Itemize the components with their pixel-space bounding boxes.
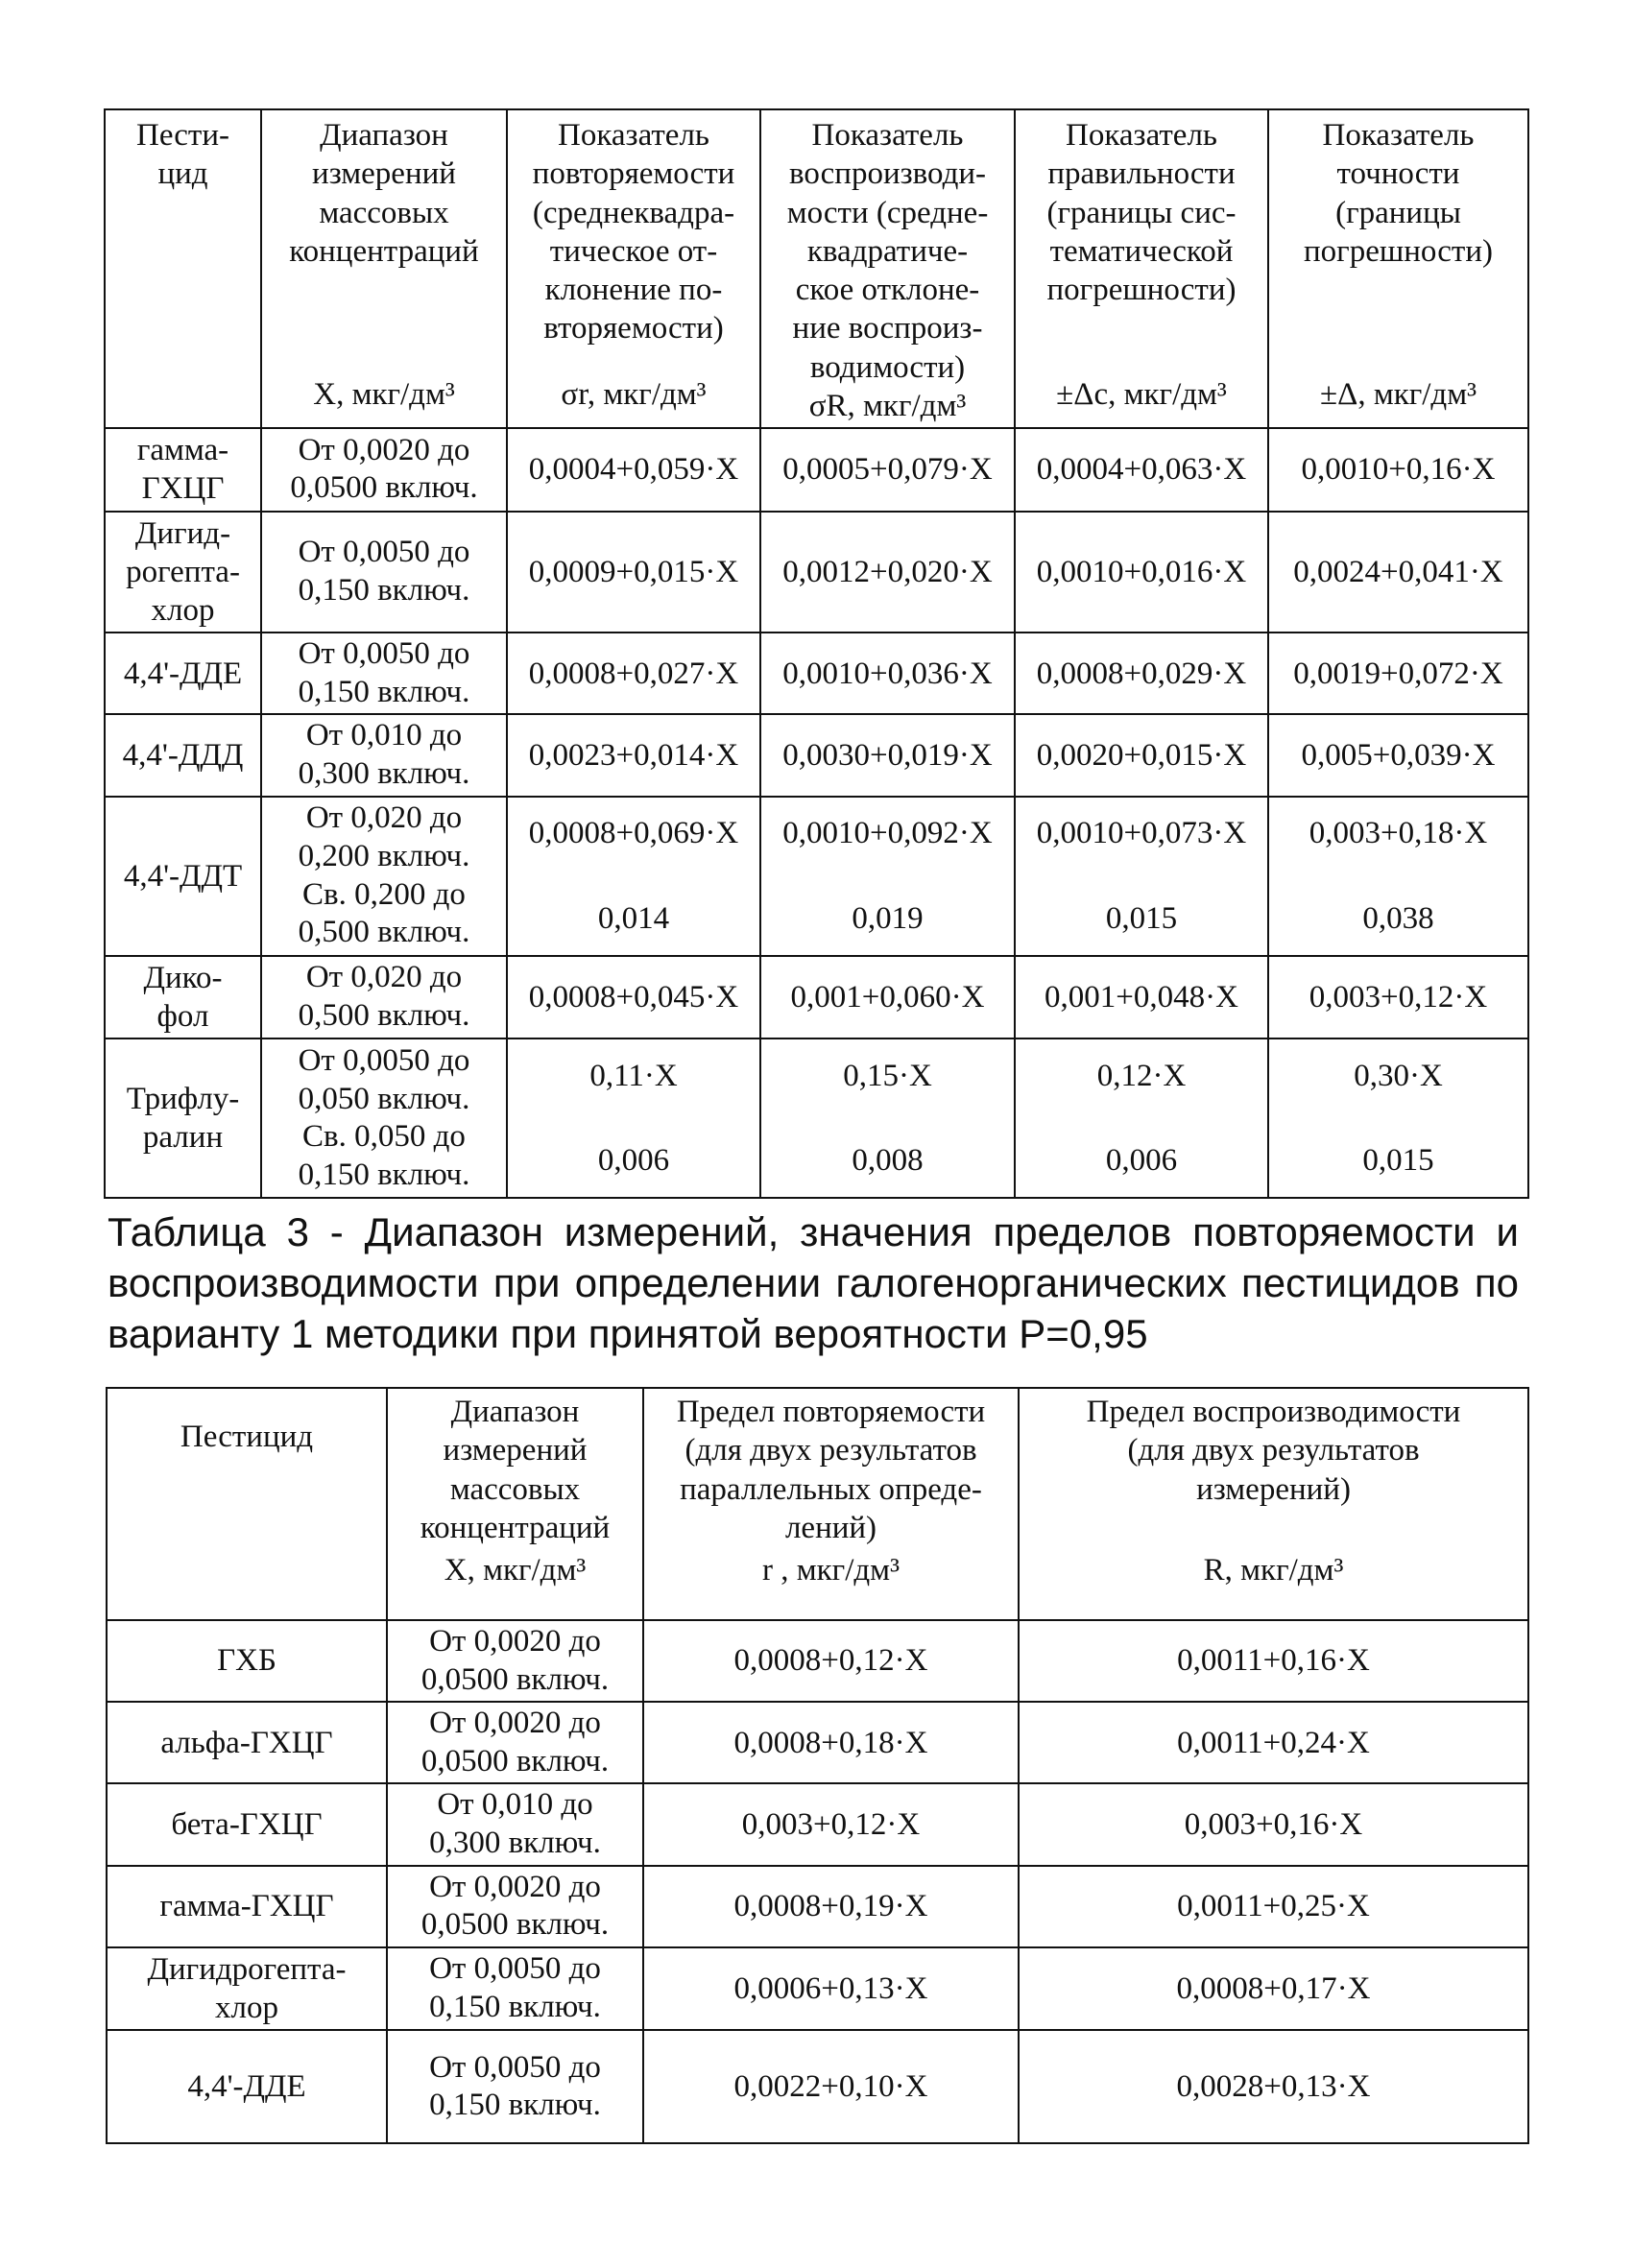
- reproducibility-limit-value: 0,0011+0,25·X: [1019, 1866, 1528, 1947]
- sub-value: 0,003+0,18·X: [1309, 816, 1488, 851]
- table-row: [107, 1947, 1528, 2031]
- repeatability-value: 0,0008+0,027·X: [507, 633, 760, 714]
- repeatability-limit-value: 0,0006+0,13·X: [643, 1947, 1019, 2031]
- trueness-value: 0,001+0,048·X: [1015, 956, 1268, 1039]
- range-cell: От 0,0020 до 0,0500 включ.: [387, 1866, 643, 1947]
- table2-header-reproducibility: Показатель воспроизводи- мости (средне- квадратиче- ское отклоне- ние воспроиз- водимости) σR, мкг/дм³: [760, 109, 1015, 428]
- accuracy-value: 0,0010+0,16·X: [1268, 428, 1528, 512]
- reproducibility-value: 0,0005+0,079·X: [760, 428, 1015, 512]
- table2-header-pesticide: Пести- цид: [105, 109, 261, 428]
- pesticide-name: 4,4'-ДДЕ: [105, 633, 261, 714]
- trueness-value: 0,0010+0,016·X: [1015, 512, 1268, 633]
- pesticide-name: Дико- фол: [105, 956, 261, 1039]
- trueness-value: [1015, 1039, 1268, 1198]
- reproducibility-limit-value: 0,0011+0,16·X: [1019, 1620, 1528, 1702]
- pesticide-name: Дигид- рогепта- хлор: [105, 512, 261, 633]
- table2-unit-accuracy: ±Δ, мкг/дм³: [1319, 376, 1477, 412]
- range-cell: От 0,010 до 0,300 включ.: [261, 714, 507, 796]
- sub-value: 0,038: [1362, 900, 1434, 936]
- sub-value: 0,006: [1105, 1143, 1178, 1179]
- table-row: [107, 1866, 1528, 1947]
- trueness-value: 0,0004+0,063·X: [1015, 428, 1268, 512]
- table-row: [105, 428, 1528, 512]
- sub-range: Св. 0,200 до 0,500 включ.: [298, 876, 470, 950]
- pesticide-name: 4,4'-ДДЕ: [107, 2030, 387, 2143]
- sub-value: 0,015: [1362, 1143, 1434, 1179]
- table3-unit-range: X, мкг/дм³: [444, 1552, 587, 1588]
- table-row: [105, 1039, 1528, 1198]
- sub-value: 0,0010+0,073·X: [1036, 816, 1247, 851]
- accuracy-value: 0,0019+0,072·X: [1268, 633, 1528, 714]
- table-row: [105, 797, 1528, 956]
- sub-range: Св. 0,050 до 0,150 включ.: [298, 1119, 470, 1192]
- sub-value: 0,12·X: [1096, 1058, 1187, 1093]
- sub-range: От 0,0050 до 0,050 включ.: [298, 1042, 470, 1116]
- accuracy-value: 0,003+0,12·X: [1268, 956, 1528, 1039]
- table3-header-reproducibility-limit: Предел воспроизводимости (для двух результатов измерений) R, мкг/дм³: [1019, 1388, 1528, 1620]
- repeatability-value: 0,0004+0,059·X: [507, 428, 760, 512]
- pesticide-name: ГХБ: [107, 1620, 387, 1702]
- table-row: [105, 714, 1528, 796]
- accuracy-value: [1268, 1039, 1528, 1198]
- table2-header-range: Диапазон измерений массовых концентраций X, мкг/дм³: [261, 109, 507, 428]
- table-row: [107, 1620, 1528, 1702]
- table2-header-repeatability: Показатель повторяемости (среднеквадра- тическое от- клонение по- вторяемости) σr, мкг/дм³: [507, 109, 760, 428]
- repeatability-limit-value: 0,0008+0,12·X: [643, 1620, 1019, 1702]
- accuracy-value: [1268, 797, 1528, 956]
- sub-value: 0,014: [597, 900, 670, 936]
- sub-value: 0,008: [852, 1143, 924, 1179]
- sub-value: 0,0010+0,092·X: [782, 816, 993, 851]
- range-cell: От 0,0020 до 0,0500 включ.: [261, 428, 507, 512]
- pesticide-name: 4,4'-ДДД: [105, 714, 261, 796]
- table2-header-row: [105, 109, 1528, 428]
- sub-value: 0,015: [1105, 900, 1178, 936]
- sub-value: 0,0008+0,069·X: [528, 816, 739, 851]
- accuracy-value: 0,0024+0,041·X: [1268, 512, 1528, 633]
- repeatability-limit-value: 0,0008+0,18·X: [643, 1702, 1019, 1783]
- repeatability-value: 0,0008+0,045·X: [507, 956, 760, 1039]
- table3-unit-r: r , мкг/дм³: [762, 1552, 900, 1588]
- reproducibility-limit-value: 0,003+0,16·X: [1019, 1783, 1528, 1865]
- trueness-value: [1015, 797, 1268, 956]
- table-row: [105, 512, 1528, 633]
- sub-value: 0,15·X: [843, 1058, 932, 1093]
- table2-unit-repeatability: σr, мкг/дм³: [561, 376, 707, 412]
- table-row: [105, 956, 1528, 1039]
- repeatability-value: 0,0023+0,014·X: [507, 714, 760, 796]
- range-cell: От 0,0050 до 0,150 включ.: [261, 512, 507, 633]
- pesticide-name: альфа-ГХЦГ: [107, 1702, 387, 1783]
- reproducibility-limit-value: 0,0011+0,24·X: [1019, 1702, 1528, 1783]
- table-3-limits: [106, 1387, 1529, 2144]
- table2-unit-reproducibility: σR, мкг/дм³: [808, 388, 967, 423]
- table2-unit-trueness: ±Δc, мкг/дм³: [1056, 376, 1227, 412]
- range-cell: От 0,0050 до 0,150 включ.: [387, 2030, 643, 2143]
- table-3-caption: Таблица 3 - Диапазон измерений, значения пределов повторяемости и воспроизводимости при определении галогенорганических пестицидов по варианту 1 методики при принятой вероятности Р=0,95: [108, 1209, 1519, 1356]
- range-cell: От 0,0050 до 0,150 включ.: [387, 1947, 643, 2031]
- range-cell: От 0,0020 до 0,0500 включ.: [387, 1620, 643, 1702]
- reproducibility-limit-value: 0,0028+0,13·X: [1019, 2030, 1528, 2143]
- sub-value: 0,006: [597, 1143, 670, 1179]
- range-cell: От 0,0050 до 0,150 включ.: [261, 633, 507, 714]
- reproducibility-value: 0,001+0,060·X: [760, 956, 1015, 1039]
- table-row: [107, 1702, 1528, 1783]
- table2-unit-range: X, мкг/дм³: [313, 376, 455, 412]
- reproducibility-value: [760, 797, 1015, 956]
- repeatability-value: [507, 1039, 760, 1198]
- sub-value: 0,11·X: [589, 1058, 678, 1093]
- table-2-accuracy-indicators: [104, 108, 1529, 1199]
- table-row: [107, 2030, 1528, 2143]
- pesticide-name: гамма-ГХЦГ: [107, 1866, 387, 1947]
- pesticide-name: бета-ГХЦГ: [107, 1783, 387, 1865]
- repeatability-limit-value: 0,003+0,12·X: [643, 1783, 1019, 1865]
- pesticide-name: Дигидрогепта- хлор: [107, 1947, 387, 2031]
- table3-header-pesticide: Пестицид: [107, 1388, 387, 1620]
- reproducibility-value: 0,0012+0,020·X: [760, 512, 1015, 633]
- reproducibility-limit-value: 0,0008+0,17·X: [1019, 1947, 1528, 2031]
- reproducibility-value: 0,0030+0,019·X: [760, 714, 1015, 796]
- repeatability-limit-value: 0,0022+0,10·X: [643, 2030, 1019, 2143]
- range-cell: От 0,0020 до 0,0500 включ.: [387, 1702, 643, 1783]
- range-cell: От 0,010 до 0,300 включ.: [387, 1783, 643, 1865]
- sub-value: 0,019: [852, 900, 924, 936]
- pesticide-name: Трифлу- ралин: [105, 1039, 261, 1198]
- table2-header-accuracy: Показатель точности (границы погрешности) ±Δ, мкг/дм³: [1268, 109, 1528, 428]
- table3-header-repeatability-limit: Предел повторяемости (для двух результатов параллельных опреде- лений) r , мкг/дм³: [643, 1388, 1019, 1620]
- reproducibility-value: 0,0010+0,036·X: [760, 633, 1015, 714]
- table-row: [105, 633, 1528, 714]
- repeatability-limit-value: 0,0008+0,19·X: [643, 1866, 1019, 1947]
- table3-unit-R: R, мкг/дм³: [1203, 1552, 1344, 1588]
- reproducibility-value: [760, 1039, 1015, 1198]
- table3-header-row: [107, 1388, 1528, 1620]
- trueness-value: 0,0008+0,029·X: [1015, 633, 1268, 714]
- sub-value: 0,30·X: [1354, 1058, 1443, 1093]
- table2-header-trueness: Показатель правильности (границы сис- тематической погрешности) ±Δc, мкг/дм³: [1015, 109, 1268, 428]
- accuracy-value: 0,005+0,039·X: [1268, 714, 1528, 796]
- pesticide-name: 4,4'-ДДТ: [105, 797, 261, 956]
- range-cell: [261, 797, 507, 956]
- repeatability-value: 0,0009+0,015·X: [507, 512, 760, 633]
- repeatability-value: [507, 797, 760, 956]
- sub-range: От 0,020 до 0,200 включ.: [298, 800, 470, 874]
- range-cell: От 0,020 до 0,500 включ.: [261, 956, 507, 1039]
- pesticide-name: гамма- ГХЦГ: [105, 428, 261, 512]
- table3-header-range: Диапазон измерений массовых концентраций X, мкг/дм³: [387, 1388, 643, 1620]
- table-row: [107, 1783, 1528, 1865]
- trueness-value: 0,0020+0,015·X: [1015, 714, 1268, 796]
- range-cell: [261, 1039, 507, 1198]
